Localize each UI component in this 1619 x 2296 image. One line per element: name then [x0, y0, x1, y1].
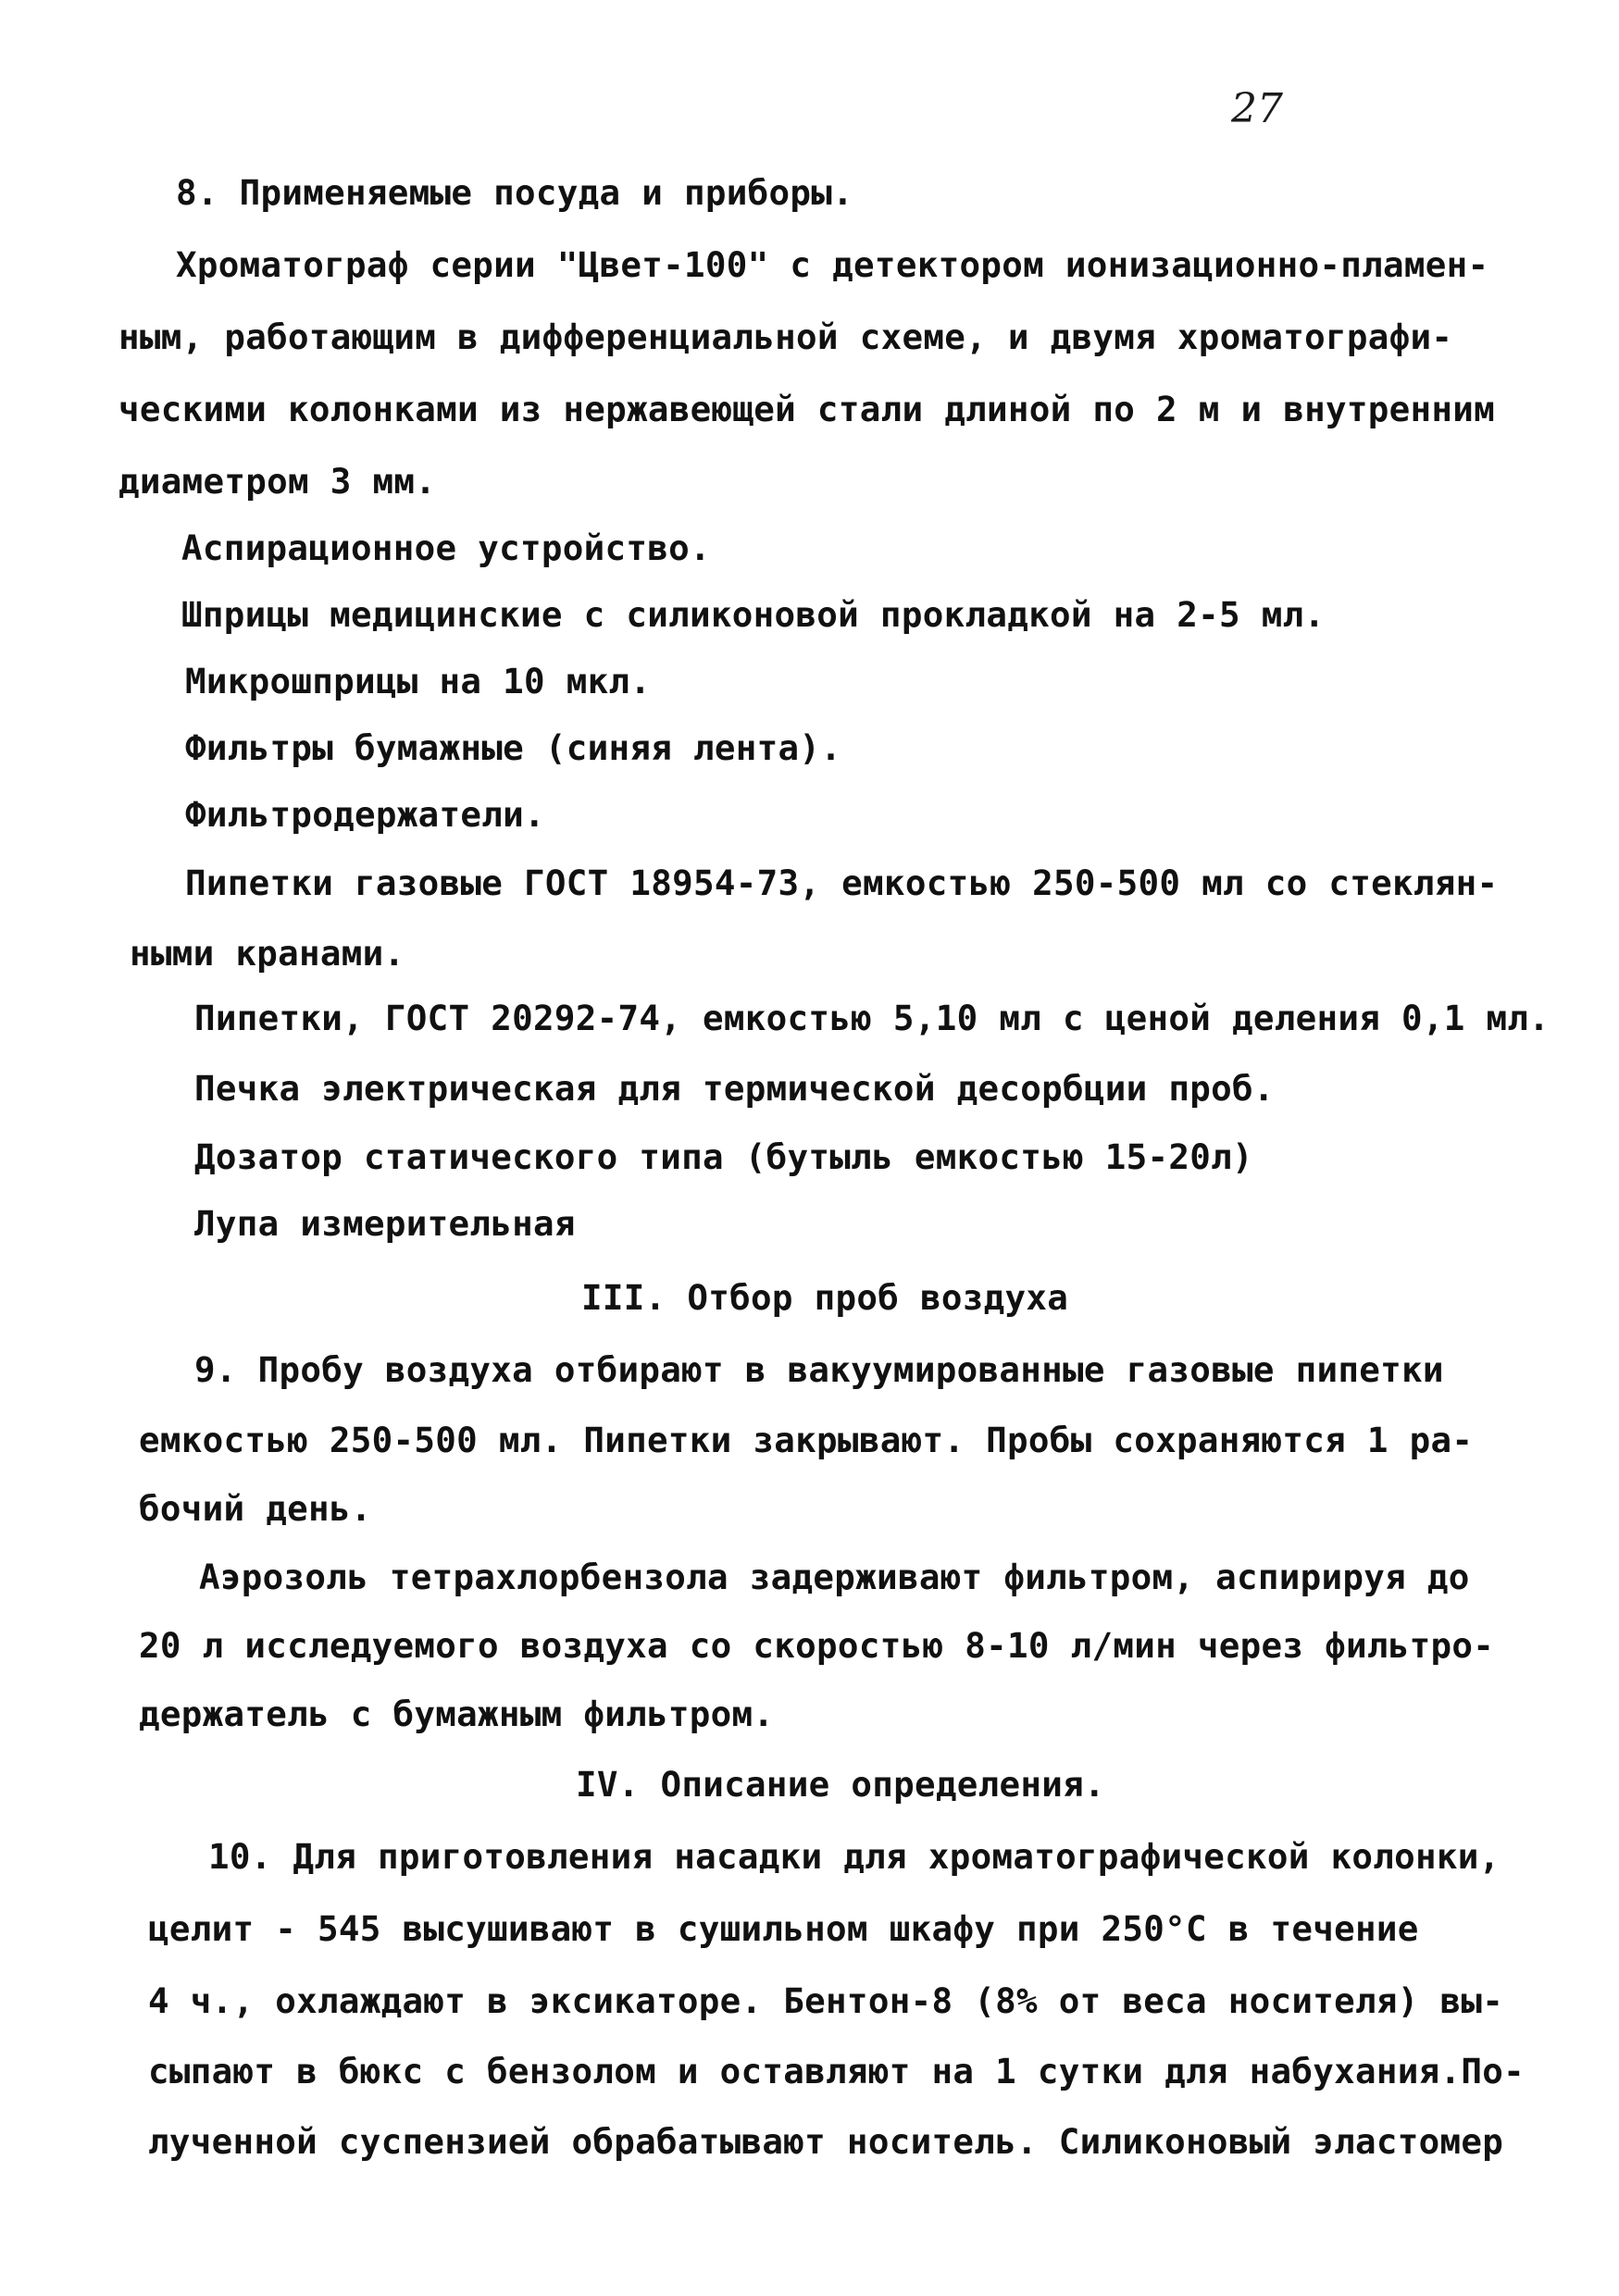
text-line: диаметром 3 мм.: [118, 461, 437, 502]
text-line: сыпают в бюкс с бензолом и оставляют на 1 сутки для набухания.По-: [148, 2051, 1525, 2091]
text-line: Пипетки газовые ГОСТ 18954-73, емкостью 250-500 мл со стеклян-: [185, 863, 1499, 903]
text-line: держатель с бумажным фильтром.: [139, 1694, 775, 1734]
text-line: бочий день.: [139, 1488, 372, 1529]
text-line: целит - 545 высушивают в сушильном шкафу при 250°С в течение: [148, 1908, 1419, 1949]
text-line: ным, работающим в дифференциальной схеме, и двумя хроматографи-: [118, 316, 1453, 357]
section-heading-equipment: 8. Применяемые посуда и приборы.: [176, 172, 854, 213]
text-line: Аэрозоль тетрахлорбензола задерживают фильтром, аспирируя до: [199, 1557, 1470, 1597]
text-line: Хроматограф серии "Цвет-100" с детектором ионизационно-пламен-: [176, 244, 1489, 285]
section-heading-procedure: IV. Описание определения.: [576, 1764, 1105, 1805]
text-line: Печка электрическая для термической десорбции проб.: [194, 1068, 1275, 1109]
text-line: емкостью 250-500 мл. Пипетки закрывают. Пробы сохраняются 1 ра-: [139, 1420, 1474, 1460]
text-line: 20 л исследуемого воздуха со скоростью 8-10 л/мин через фильтро-: [139, 1625, 1495, 1666]
text-line: лученной суспензией обрабатывают носитель. Силиконовый эластомер: [148, 2121, 1504, 2162]
text-line: ными кранами.: [130, 933, 405, 974]
text-line: Лупа измерительная: [194, 1203, 576, 1244]
section-heading-sampling: III. Отбор проб воздуха: [581, 1277, 1069, 1318]
text-line: Шприцы медицинские с силиконовой прокладкой на 2-5 мл.: [181, 594, 1326, 635]
text-line: Фильтры бумажные (синяя лента).: [185, 727, 842, 768]
text-line: Пипетки, ГОСТ 20292-74, емкостью 5,10 мл с ценой деления 0,1 мл.: [194, 998, 1551, 1038]
text-line: Дозатор статического типа (бутыль емкостью 15-20л): [194, 1136, 1253, 1177]
text-line: Микрошприцы на 10 мкл.: [185, 661, 652, 701]
text-line: Фильтродержатели.: [185, 794, 545, 835]
text-line: 9. Пробу воздуха отбирают в вакуумированные газовые пипетки: [194, 1349, 1444, 1390]
text-line: 10. Для приготовления насадки для хроматографической колонки,: [208, 1836, 1501, 1877]
text-line: 4 ч., охлаждают в эксикаторе. Бентон-8 (8% от веса носителя) вы-: [148, 1980, 1504, 2021]
page-number: 27: [1231, 85, 1283, 132]
text-line: Аспирационное устройство.: [181, 527, 711, 568]
text-line: ческими колонками из нержавеющей стали длиной по 2 м и внутренним: [118, 389, 1495, 429]
